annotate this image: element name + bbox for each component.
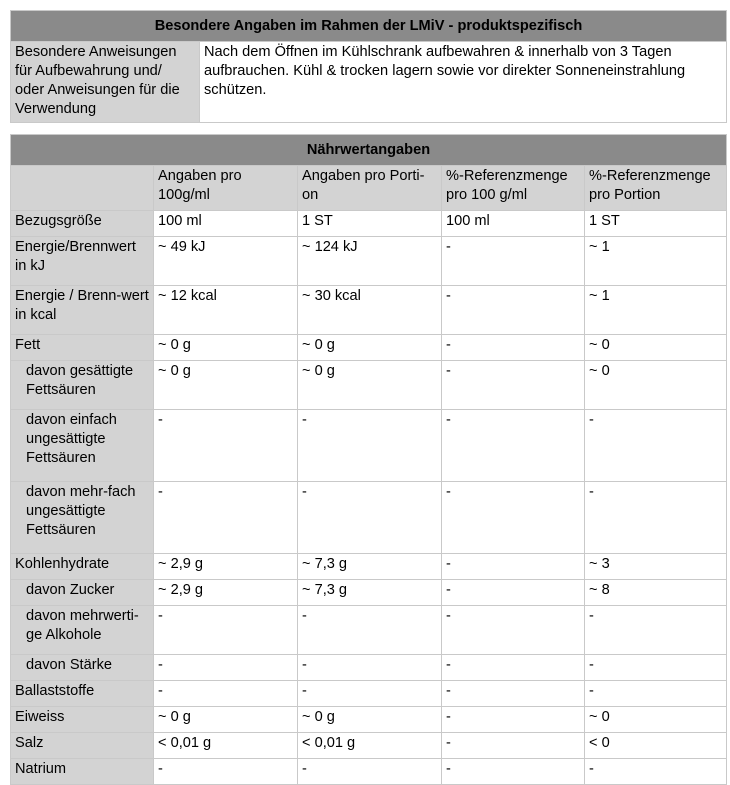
row-cell: - <box>298 482 442 554</box>
row-label: Kohlenhydrate <box>11 554 154 580</box>
column-header: Angaben pro 100g/ml <box>154 166 298 211</box>
row-cell: - <box>154 482 298 554</box>
nutrition-body <box>11 211 727 785</box>
row-cell: ~ 0 <box>585 707 727 733</box>
row-cell: ~ 124 kJ <box>298 237 442 286</box>
row-cell: - <box>585 681 727 707</box>
table-row <box>11 655 727 681</box>
row-label: davon gesättigte Fettsäuren <box>11 361 154 410</box>
row-cell: ~ 0 g <box>298 361 442 410</box>
row-cell: - <box>298 410 442 482</box>
row-cell: ~ 12 kcal <box>154 286 298 335</box>
row-cell: ~ 8 <box>585 580 727 606</box>
row-cell: - <box>154 655 298 681</box>
row-cell: - <box>585 655 727 681</box>
table-row <box>11 707 727 733</box>
row-label: Fett <box>11 335 154 361</box>
row-cell: ~ 49 kJ <box>154 237 298 286</box>
row-cell: ~ 7,3 g <box>298 580 442 606</box>
row-label: Natrium <box>11 759 154 785</box>
row-label: Bezugsgröße <box>11 211 154 237</box>
row-cell: ~ 30 kcal <box>298 286 442 335</box>
table-row <box>11 211 727 237</box>
lmiv-value: Nach dem Öffnen im Kühlschrank aufbewahren & innerhalb von 3 Tagen aufbrauchen. Kühl & trocken lagern sowie vor direkter Sonneneinstrahlung schützen. <box>200 42 727 123</box>
row-cell: - <box>585 410 727 482</box>
table-row <box>11 733 727 759</box>
table-row <box>11 580 727 606</box>
row-cell: - <box>442 759 585 785</box>
row-label: Energie / Brenn-wert in kcal <box>11 286 154 335</box>
row-cell: < 0 <box>585 733 727 759</box>
row-cell: - <box>442 707 585 733</box>
table-row <box>11 361 727 410</box>
row-label: Energie/Brennwert in kJ <box>11 237 154 286</box>
row-cell: - <box>298 759 442 785</box>
row-cell: - <box>298 606 442 655</box>
row-cell: - <box>585 759 727 785</box>
row-cell: - <box>298 655 442 681</box>
nutrition-title: Nährwertangaben <box>11 135 727 166</box>
row-cell: 100 ml <box>442 211 585 237</box>
row-cell: - <box>298 681 442 707</box>
row-cell: 100 ml <box>154 211 298 237</box>
row-cell: ~ 3 <box>585 554 727 580</box>
row-cell: < 0,01 g <box>154 733 298 759</box>
row-cell: ~ 0 <box>585 335 727 361</box>
row-cell: ~ 1 <box>585 237 727 286</box>
nutrition-table <box>10 134 727 785</box>
row-cell: ~ 0 <box>585 361 727 410</box>
column-header: %-Referenzmenge pro 100 g/ml <box>442 166 585 211</box>
row-label: Salz <box>11 733 154 759</box>
row-label: davon einfach ungesättigte Fettsäuren <box>11 410 154 482</box>
row-label: davon Stärke <box>11 655 154 681</box>
row-cell: - <box>154 681 298 707</box>
lmiv-title: Besondere Angaben im Rahmen der LMiV - produktspezifisch <box>11 11 727 42</box>
row-cell: ~ 2,9 g <box>154 580 298 606</box>
table-row <box>11 606 727 655</box>
row-cell: ~ 0 g <box>298 707 442 733</box>
row-cell: ~ 2,9 g <box>154 554 298 580</box>
row-cell: ~ 1 <box>585 286 727 335</box>
row-cell: - <box>442 335 585 361</box>
lmiv-table <box>10 10 727 123</box>
table-row <box>11 759 727 785</box>
row-cell: ~ 0 g <box>154 361 298 410</box>
row-cell: - <box>154 606 298 655</box>
row-cell: - <box>442 580 585 606</box>
lmiv-label: Besondere Anweisungen für Aufbewahrung und/ oder Anweisungen für die Verwendung <box>11 42 200 123</box>
table-row <box>11 237 727 286</box>
row-label: davon mehrwerti-ge Alkohole <box>11 606 154 655</box>
table-row <box>11 482 727 554</box>
row-cell: - <box>154 759 298 785</box>
row-cell: - <box>442 361 585 410</box>
row-cell: - <box>442 681 585 707</box>
header-blank <box>11 166 154 211</box>
table-row <box>11 681 727 707</box>
row-label: Eiweiss <box>11 707 154 733</box>
row-cell: < 0,01 g <box>298 733 442 759</box>
row-cell: - <box>585 606 727 655</box>
row-cell: 1 ST <box>298 211 442 237</box>
row-cell: - <box>442 606 585 655</box>
row-label: Ballaststoffe <box>11 681 154 707</box>
row-cell: - <box>442 554 585 580</box>
column-header: %-Referenzmenge pro Portion <box>585 166 727 211</box>
row-cell: - <box>442 733 585 759</box>
table-row <box>11 335 727 361</box>
row-label: davon mehr-fach ungesättigte Fettsäuren <box>11 482 154 554</box>
row-cell: - <box>585 482 727 554</box>
table-row <box>11 554 727 580</box>
row-cell: 1 ST <box>585 211 727 237</box>
row-cell: - <box>442 655 585 681</box>
row-cell: - <box>442 286 585 335</box>
row-cell: ~ 0 g <box>298 335 442 361</box>
row-cell: - <box>442 482 585 554</box>
column-header: Angaben pro Porti-on <box>298 166 442 211</box>
row-cell: - <box>154 410 298 482</box>
row-cell: ~ 0 g <box>154 707 298 733</box>
row-cell: ~ 0 g <box>154 335 298 361</box>
table-row <box>11 410 727 482</box>
table-row <box>11 286 727 335</box>
row-cell: - <box>442 410 585 482</box>
row-label: davon Zucker <box>11 580 154 606</box>
row-cell: ~ 7,3 g <box>298 554 442 580</box>
row-cell: - <box>442 237 585 286</box>
